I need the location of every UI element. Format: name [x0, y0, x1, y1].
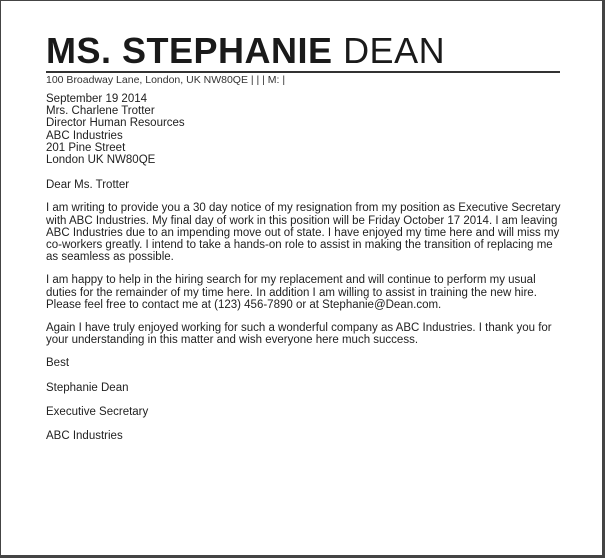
letter-address-block — [46, 93, 566, 166]
sender-first-name: MS. STEPHANIE — [46, 30, 333, 71]
sender-last-name: DEAN — [343, 30, 446, 71]
sender-name-heading — [46, 31, 445, 71]
sender-contact-line: 100 Broadway Lane, London, UK NW80QE | | | M: | — [46, 74, 286, 86]
recipient-name: Mrs. Charlene Trotter — [46, 105, 155, 118]
letter-date: September 19 2014 — [46, 93, 148, 105]
body-paragraph-3: Again I have truly enjoyed working for such a wonderful company as ABC Industries. I thank you for your understanding in this matter and wish everyone here much success. — [46, 322, 552, 347]
recipient-company: ABC Industries — [46, 129, 123, 142]
closing: Best — [46, 357, 70, 370]
letter-body — [46, 93, 566, 442]
recipient-street: 201 Pine Street — [46, 141, 126, 154]
signature-company: ABC Industries — [46, 430, 123, 443]
body-paragraph-1: I am writing to provide you a 30 day notice of my resignation from my position as Executive Secretary with ABC Industries. My final day of work in this position will be Friday October 17 2014. I am leaving ABC Industries due to an impending move out of state. I have enjoyed my time here and will miss my co-workers greatly. I intend to take a hands-on role to assist in making the transition of replacing me as seamless as possible. — [46, 202, 561, 264]
salutation: Dear Ms. Trotter — [46, 179, 130, 192]
signature-name: Stephanie Dean — [46, 381, 129, 394]
recipient-city: London UK NW80QE — [46, 154, 156, 167]
signature-title: Executive Secretary — [46, 405, 149, 418]
recipient-title: Director Human Resources — [46, 117, 185, 130]
body-paragraph-2: I am happy to help in the hiring search for my replacement and will continue to perform my usual duties for the remainder of my time here. In addition I am willing to assist in training the new hire. Please feel free to contact me at (123) 456-7890 or at Stephanie@Dean.com. — [46, 274, 537, 311]
